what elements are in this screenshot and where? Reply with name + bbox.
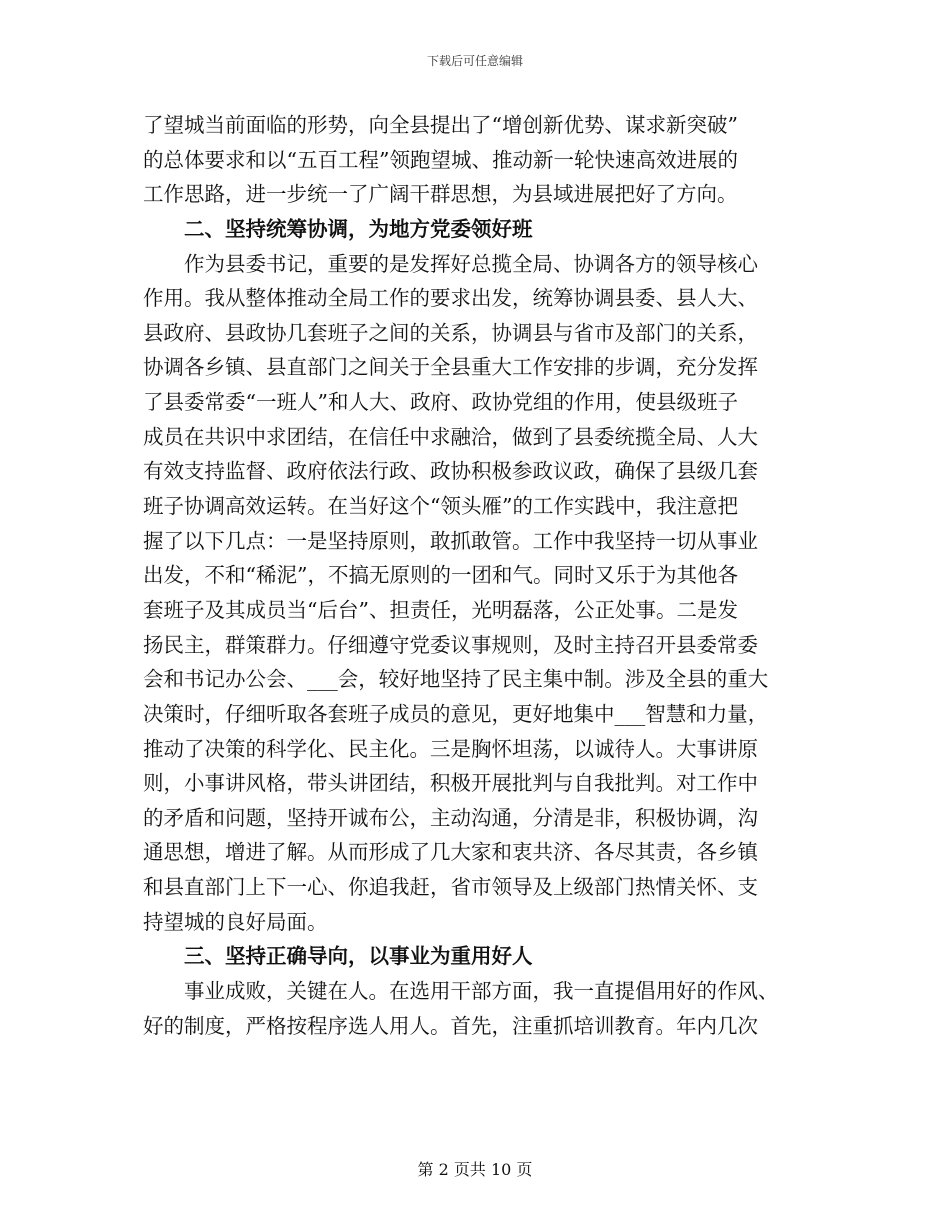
body-line: 事业成败，关键在人。在选用干部方面，我一直提倡用好的作风、 [184, 979, 779, 1004]
body-line: 的矛盾和问题，坚持开诚布公，主动沟通，分清是非，积极协调，沟 [143, 805, 758, 830]
body-line: 了县委常委“一班人”和人大、政府、政协党组的作用，使县级班子 [143, 390, 738, 415]
section-heading: 三、坚持正确导向，以事业为重用好人 [184, 944, 533, 969]
body-line: 作用。我从整体推动全局工作的要求出发，统筹协调县委、县人大、 [143, 286, 758, 311]
body-line: 则，小事讲风格，带头讲团结，积极开展批判与自我批判。对工作中 [143, 771, 758, 796]
body-line: 握了以下几点：一是坚持原则，敢抓敢管。工作中我坚持一切从事业 [143, 528, 758, 553]
body-line: 工作思路，进一步统一了广阔干群思想，为县域进展把好了方向。 [143, 182, 738, 207]
body-line: 和县直部门上下一心、你追我赶，省市领导及上级部门热情关怀、支 [143, 875, 758, 900]
body-line: 作为县委书记，重要的是发挥好总揽全局、协调各方的领导核心 [184, 251, 758, 276]
body-line: 县政府、县政协几套班子之间的关系，协调县与省市及部门的关系， [143, 320, 758, 345]
body-line: 持望城的良好局面。 [143, 909, 328, 934]
body-line: 决策时，仔细听取各套班子成员的意见，更好地集中___智慧和力量， [143, 701, 769, 726]
page-header: 下载后可任意编辑 [426, 54, 523, 68]
page-footer: 第 2 页共 10 页 [417, 1160, 533, 1179]
body-line: 出发，不和“稀泥”，不搞无原则的一团和气。同时又乐于为其他各 [143, 563, 738, 588]
body-line: 有效支持监督、政府依法行政、政协积极参政议政，确保了县级几套 [143, 459, 758, 484]
body-line: 会和书记办公会、___会，较好地坚持了民主集中制。涉及全县的重大 [143, 667, 769, 692]
body-line: 好的制度，严格按程序选人用人。首先，注重抓培训教育。年内几次 [143, 1013, 758, 1038]
body-line: 通思想，增进了解。从而形成了几大家和衷共济、各尽其责，各乡镇 [143, 840, 758, 865]
document-body [143, 108, 797, 1043]
body-line: 扬民主，群策群力。仔细遵守党委议事规则，及时主持召开县委常委 [143, 632, 758, 657]
body-line: 成员在共识中求团结，在信任中求融洽，做到了县委统揽全局、人大 [143, 424, 758, 449]
body-line: 班子协调高效运转。在当好这个“领头雁”的工作实践中，我注意把 [143, 494, 738, 519]
body-line: 协调各乡镇、县直部门之间关于全县重大工作安排的步调，充分发挥 [143, 355, 758, 380]
body-line: 推动了决策的科学化、民主化。三是胸怀坦荡，以诚待人。大事讲原 [143, 736, 758, 761]
body-line: 了望城当前面临的形势，向全县提出了“增创新优势、谋求新突破” [143, 113, 738, 137]
body-line: 的总体要求和以“五百工程”领跑望城、推动新一轮快速高效进展的 [143, 147, 738, 172]
body-line: 套班子及其成员当“后台”、担责任，光明磊落，公正处事。二是发 [143, 597, 738, 622]
section-heading: 二、坚持统筹协调，为地方党委领好班 [184, 216, 533, 241]
